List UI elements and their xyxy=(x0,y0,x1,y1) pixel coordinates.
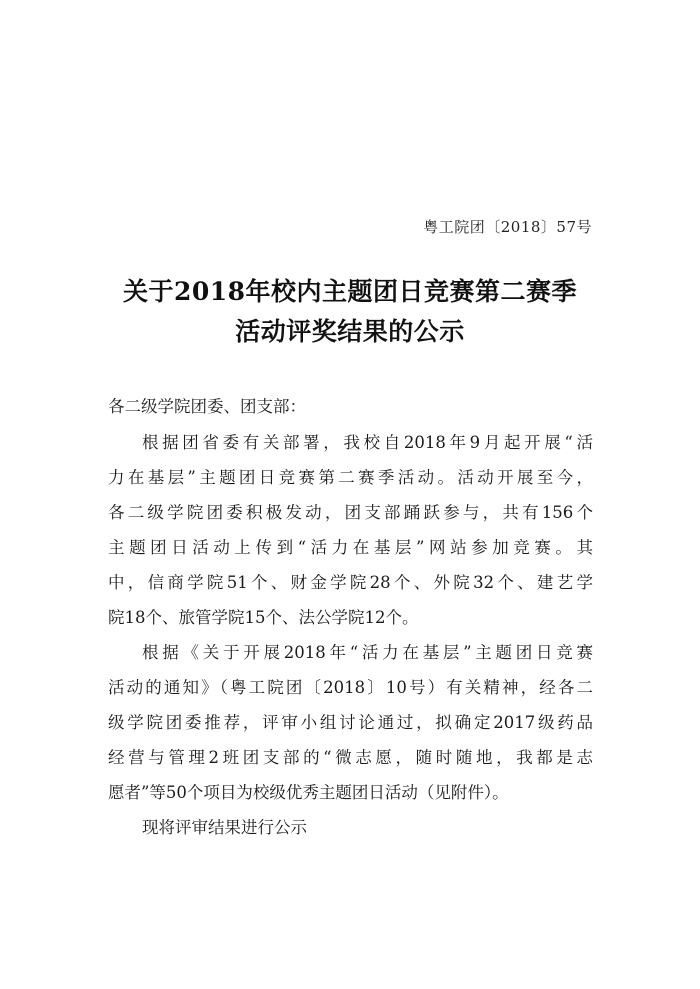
document-title-line-2: 活动评奖结果的公示 xyxy=(235,317,465,346)
paragraph-1-line-6: 院18个、旅管学院15个、法公学院12个。 xyxy=(108,608,419,627)
paragraph-2-line-1: 根据《关于开展2018年“活力在基层”主题团日竞赛 xyxy=(142,643,593,662)
paragraph-2-line-4: 经营与管理2班团支部的“微志愿，随时随地，我都是志 xyxy=(108,748,593,767)
document-number: 粤工院团〔2018〕57号 xyxy=(423,218,592,236)
paragraph-1-line-4: 主题团日活动上传到“活力在基层”网站参加竞赛。其 xyxy=(108,538,593,557)
paragraph-1-line-3: 各二级学院团委积极发动，团支部踊跃参与，共有156个 xyxy=(108,503,593,522)
paragraph-1-line-1: 根据团省委有关部署，我校自2018年9月起开展“活 xyxy=(142,433,593,452)
paragraph-2-line-2: 活动的通知》（粤工院团〔2018〕10号）有关精神，经各二 xyxy=(108,678,593,697)
paragraph-1-line-5: 中，信商学院51个、财金学院28个、外院32个、建艺学 xyxy=(108,573,593,592)
salutation: 各二级学院团委、团支部： xyxy=(108,397,306,416)
paragraph-2-line-3: 级学院团委推荐，评审小组讨论通过，拟确定2017级药品 xyxy=(108,713,593,732)
paragraph-2-line-5: 愿者”等50个项目为校级优秀主题团日活动（见附件）。 xyxy=(108,783,509,802)
paragraph-3: 现将评审结果进行公示 xyxy=(142,818,307,837)
paragraph-1-line-2: 力在基层”主题团日竞赛第二赛季活动。活动开展至今， xyxy=(108,468,593,487)
document-title-line-1: 关于2018年校内主题团日竞赛第二赛季 xyxy=(122,277,578,306)
